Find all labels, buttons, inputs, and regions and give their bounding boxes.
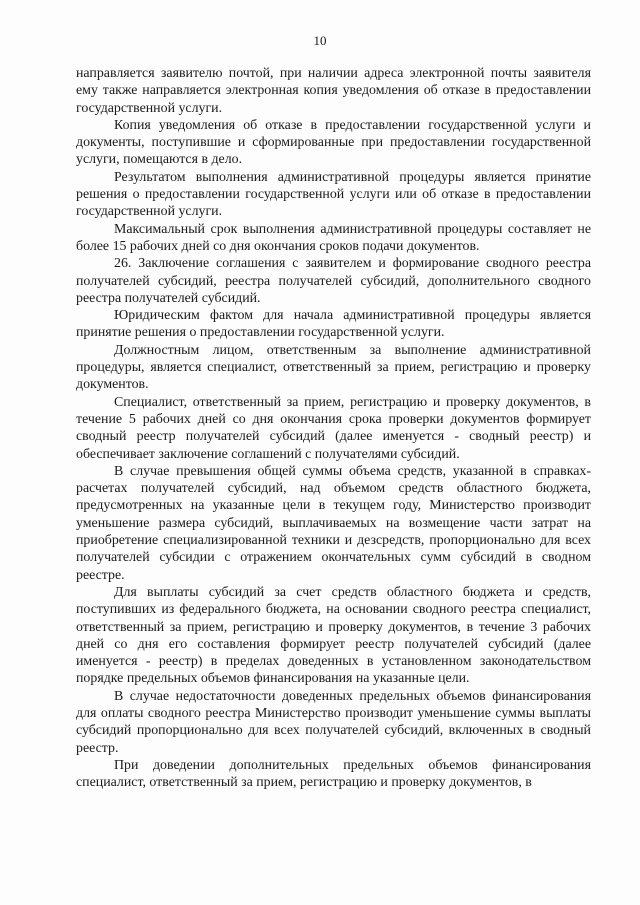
- paragraph-procedure-result: Результатом выполнения административной процедуры является принятие решения о предоставлении государственной услуги или об отказе в предоставлении государственной услуги.: [76, 169, 591, 220]
- page-number: 10: [313, 33, 327, 48]
- paragraph-insufficient-funding: В случае недостаточности доведенных предельных объемов финансирования для оплаты сводного реестра Министерство производит уменьшение суммы выплаты субсидий пропорционально для всех получателей субсидий, включенных в сводный реестр.: [76, 688, 591, 756]
- paragraph-section-26: 26. Заключение соглашения с заявителем и формирование сводного реестра получателей субсидий, реестра получателей субсидий, дополнительного сводного реестра получателей субсидий.: [76, 256, 591, 306]
- paragraph-responsible-official: Должностным лицом, ответственным за выполнение административной процедуры, является специалист, ответственный за прием, регистрацию и проверку документов.: [76, 342, 591, 393]
- paragraph-subsidy-payment: Для выплаты субсидий за счет средств областного бюджета и средств, поступивших из федерального бюджета, на основании сводного реестра специалист, ответственный за прием, регистрацию и проверку документов, в течение 3 рабочих дней со дня его составления формирует реестр получателей субсидий (далее именуется - реестр) в пределах доведенных в установленном законодательством порядке предельных объемов финансирования на указанные цели.: [76, 584, 591, 687]
- paragraph-specialist-duties: Специалист, ответственный за прием, регистрацию и проверку документов, в течение 5 рабочих дней со дня окончания срока проверки документов формирует сводный реестр получателей субсидий (далее именуется - сводный реестр) и обеспечивает заключение соглашений с получателями субсидий.: [76, 394, 591, 462]
- paragraph-legal-fact: Юридическим фактом для начала административной процедуры является принятие решения о предоставлении государственной услуги.: [76, 308, 591, 341]
- paragraph-continuation: направляется заявителю почтой, при наличии адреса электронной почты заявителя ему также направляется электронная копия уведомления об отказе в предоставлении государственной услуги.: [76, 66, 591, 116]
- document-body: [76, 65, 591, 791]
- paragraph-additional-funding: При доведении дополнительных предельных объемов финансирования специалист, ответственный за прием, регистрацию и проверку документов, в: [76, 757, 591, 791]
- paragraph-max-term: Максимальный срок выполнения административной процедуры составляет не более 15 рабочих дней со дня окончания сроков подачи документов.: [76, 221, 591, 254]
- paragraph-excess-amount: В случае превышения общей суммы объема средств, указанной в справках-расчетах получателей субсидий, над объемом средств областного бюджета, предусмотренных на указанные цели в текущем году, Министерство производит уменьшение размера субсидий, выплачиваемых на возмещение части затрат на приобретение специализированной техники и дезсредств, пропорционально для всех получателей субсидии с отражением окончательных сумм субсидий в сводном реестре.: [76, 463, 591, 583]
- paragraph-notice-copy: Копия уведомления об отказе в предоставлении государственной услуги и документы, поступившие и сформированные при предоставлении государственной услуги, помещаются в дело.: [76, 117, 591, 168]
